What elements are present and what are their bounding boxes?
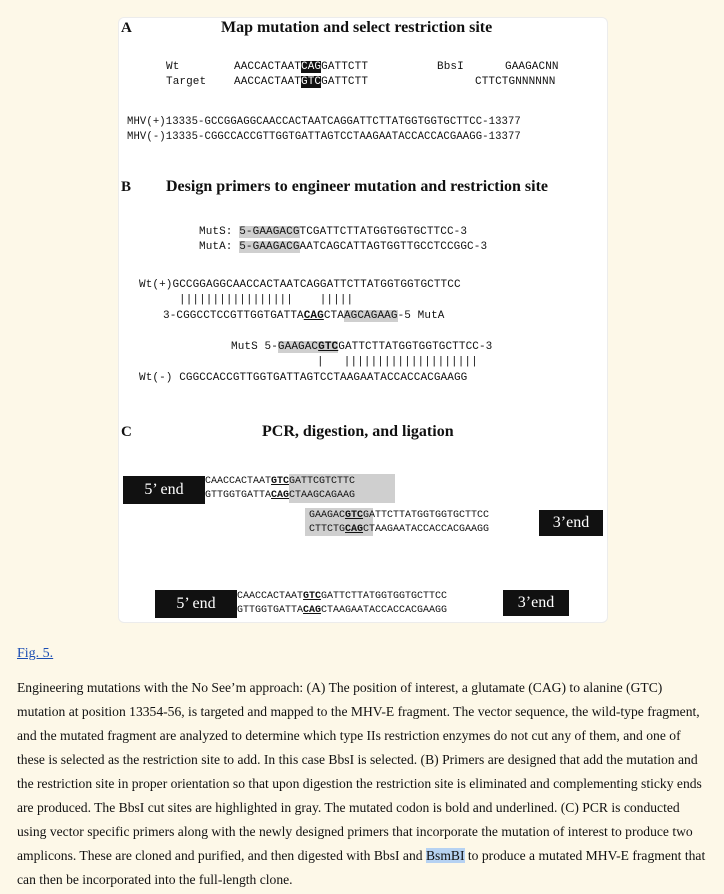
muts-codon: GTC bbox=[318, 341, 339, 353]
wt-plus-strand: Wt(+)GCCGGAGGCAACCACTAATCAGGATTCTTATGGTGGTGCTTCC bbox=[139, 279, 461, 291]
panel-a-letter: A bbox=[121, 20, 132, 36]
enzyme-name: BbsI bbox=[437, 61, 464, 73]
figure-link[interactable]: Fig. 5. bbox=[17, 646, 54, 661]
muts-primer: MutS: 5-GAAGACGTCGATTCTTATGGTGGTGCTTCC-3 bbox=[199, 226, 468, 238]
panel-c-title: PCR, digestion, and ligation bbox=[262, 423, 454, 440]
five-prime-end-label-2: 5’ end bbox=[155, 590, 237, 618]
figure-image bbox=[118, 17, 608, 623]
panel-a-title: Map mutation and select restriction site bbox=[221, 19, 493, 36]
left-amplicon-bottom: GTTGGTGATTACAGCTAAGCAGAAG bbox=[205, 490, 356, 501]
mhv-plus-strand: MHV(+)13335-GCCGGAGGCAACCACTAATCAGGATTCTTATGGTGGTGCTTCC-13377 bbox=[127, 116, 521, 128]
muta-primer: MutA: 5-GAAGACGAATCAGCATTAGTGGTTGCCTCCGGC-3 bbox=[199, 241, 488, 253]
panel-b-letter: B bbox=[121, 179, 132, 195]
pairing-bars-2: | |||||||||||||||||||| bbox=[317, 356, 478, 368]
enzyme-bottom-strand: CTTCTGNNNNNN bbox=[475, 76, 556, 88]
muta-annealed: 3-CGGCCTCCGTTGGTGATTACAGCTAAGCAGAAG-5 MutA bbox=[163, 310, 445, 322]
left-amplicon-top: CAACCACTAATGTCGATTCGTCTTC bbox=[205, 476, 356, 487]
three-prime-end-label-1: 3’end bbox=[539, 510, 603, 536]
ligated-top: CAACCACTAATGTCGATTCTTATGGTGGTGCTTCC bbox=[237, 591, 448, 602]
pairing-bars-1: ||||||||||||||||| ||||| bbox=[179, 294, 354, 306]
panel-b-title: Design primers to engineer mutation and restriction site bbox=[166, 178, 549, 195]
panel-c-letter: C bbox=[121, 424, 132, 440]
three-prime-end-label-2: 3’end bbox=[503, 590, 569, 616]
wt-minus-strand: Wt(-) CGGCCACCGTTGGTGATTAGTCCTAAGAATACCACCACGAAGG bbox=[139, 372, 468, 384]
right-amplicon-bottom: CTTCTGCAGCTAAGAATACCACCACGAAGG bbox=[309, 524, 490, 535]
wt-sequence: AACCACTAATCAGGATTCTT bbox=[234, 61, 369, 73]
selected-text[interactable]: BsmBI bbox=[425, 848, 465, 863]
wt-label: Wt bbox=[166, 61, 180, 73]
target-label: Target bbox=[166, 76, 207, 88]
mhv-minus-strand: MHV(-)13335-CGGCCACCGTTGGTGATTAGTCCTAAGAATACCACCACGAAGG-13377 bbox=[127, 131, 521, 143]
wt-codon: CAG bbox=[301, 61, 322, 73]
muts-annealed: MutS 5-GAAGACGTCGATTCTTATGGTGGTGCTTCC-3 bbox=[231, 341, 493, 353]
ligated-bottom: GTTGGTGATTACAGCTAAGAATACCACCACGAAGG bbox=[237, 605, 448, 616]
five-prime-end-label-1: 5’ end bbox=[123, 476, 205, 504]
right-amplicon-top: GAAGACGTCGATTCTTATGGTGGTGCTTCC bbox=[309, 510, 490, 521]
target-codon: GTC bbox=[301, 76, 322, 88]
figure-caption: Engineering mutations with the No See’m approach: (A) The position of interest, a glutamate (CAG) to alanine (GTC) mutation at position 13354-56, is targeted and mapped to the MHV-E fragment. The vector sequence, the wild-type fragment, and the mutated fragment are analyzed to determine which type IIs restriction enzymes do not cut any of them, and one of these is selected as the restriction site to add. In this case BbsI is selected. (B) Primers are designed that add the mutation and the restriction site in proper orientation so that upon digestion the restriction site is eliminated and complementing sticky ends are produced. The BbsI cut sites are highlighted in gray. The mutated codon is bold and underlined. (C) PCR is conducted using vector specific primers along with the newly designed primers that incorporate the mutation of interest to produce two amplicons. These are cloned and purified, and then digested with BbsI and BsmBI to produce a mutated MHV-E fragment that can then be incorporated into the full-length clone. bbox=[17, 680, 706, 887]
target-sequence: AACCACTAATGTCGATTCTT bbox=[234, 76, 369, 88]
enzyme-top-strand: GAAGACNN bbox=[505, 61, 559, 73]
muta-codon: CAG bbox=[303, 310, 324, 322]
